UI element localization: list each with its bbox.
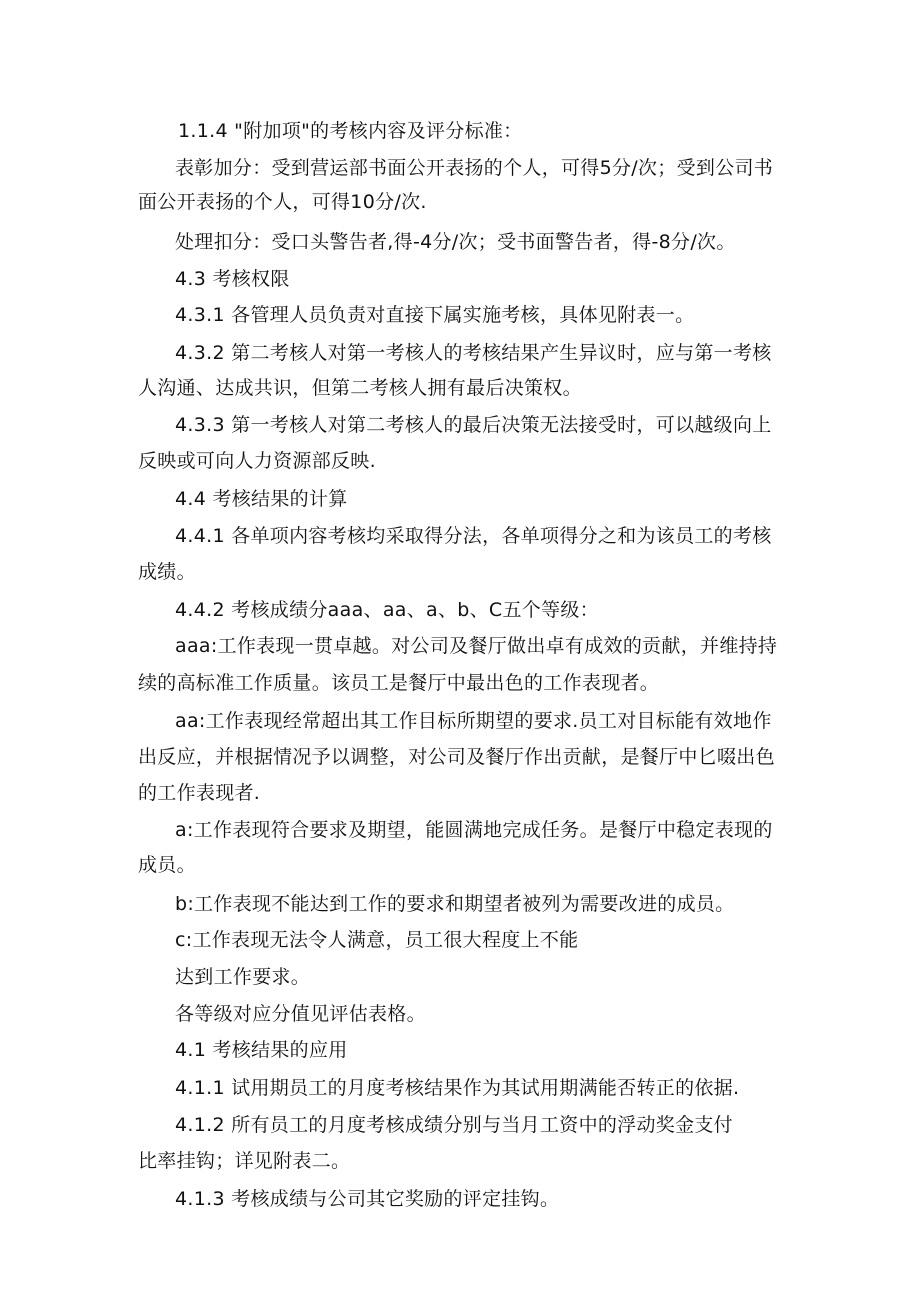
paragraph-line: c:工作表现无法令人满意，员工很大程度上不能 xyxy=(175,929,579,951)
paragraph-line: 4.1.1 试用期员工的月度考核结果作为其试用期满能否转正的依据. xyxy=(175,1077,740,1099)
paragraph-line: 成绩。 xyxy=(138,561,196,583)
paragraph-line: 4.3.1 各管理人员负责对直接下属实施考核，具体见附表一。 xyxy=(175,304,695,326)
paragraph-line: 成员。 xyxy=(138,854,196,876)
paragraph-line: aa:工作表现经常超出其工作目标所期望的要求.员工对目标能有效地作 xyxy=(175,710,772,732)
paragraph-line: aaa:工作表现一贯卓越。对公司及餐厅做出卓有成效的贡献，并维持持 xyxy=(175,635,778,657)
paragraph-line: b:工作表现不能达到工作的要求和期望者被列为需要改进的成员。 xyxy=(175,893,735,915)
paragraph-line: 4.1.2 所有员工的月度考核成绩分别与当月工资中的浮动奖金支付 xyxy=(175,1114,733,1136)
paragraph-line: 4.3.3 第一考核人对第二考核人的最后决策无法接受时，可以越级向上 xyxy=(175,414,772,436)
section-4-4-heading: 4.4 考核结果的计算 xyxy=(175,488,348,510)
paragraph-line: 比率挂钩；详见附表二。 xyxy=(138,1150,351,1172)
paragraph-line: 续的高标准工作质量。该员工是餐厅中最出色的工作表现者。 xyxy=(138,672,660,694)
paragraph-line: 出反应，并根据情况予以调整，对公司及餐厅作出贡献，是餐厅中匕啜出色 xyxy=(138,746,775,768)
paragraph-line: 人沟通、达成共识，但第二考核人拥有最后决策权。 xyxy=(138,377,582,399)
paragraph-line: 4.4.2 考核成绩分aaa、aa、a、b、C五个等级： xyxy=(175,599,599,621)
section-4-1-heading: 4.1 考核结果的应用 xyxy=(175,1039,348,1061)
paragraph-line: 表彰加分：受到营运部书面公开表扬的个人，可得5分/次；受到公司书 xyxy=(175,157,774,179)
paragraph-line: 面公开表扬的个人，可得10分/次. xyxy=(138,191,427,213)
paragraph-line: 处理扣分：受口头警告者,得-4分/次；受书面警告者，得-8分/次。 xyxy=(175,231,736,253)
paragraph-line: 4.1.3 考核成绩与公司其它奖励的评定挂钩。 xyxy=(175,1188,560,1210)
paragraph-line: 4.3.2 第二考核人对第一考核人的考核结果产生异议时，应与第一考核 xyxy=(175,342,772,364)
paragraph-line: 反映或可向人力资源部反映. xyxy=(138,450,376,472)
paragraph-line: 4.4.1 各单项内容考核均采取得分法，各单项得分之和为该员工的考核 xyxy=(175,525,772,547)
paragraph-line: 的工作表现者. xyxy=(138,782,261,804)
section-4-3-heading: 4.3 考核权限 xyxy=(175,268,290,290)
section-1-1-4-heading: 1.1.4 "附加项"的考核内容及评分标准： xyxy=(178,120,523,142)
paragraph-line: 达到工作要求。 xyxy=(175,966,311,988)
paragraph-line: 各等级对应分值见评估表格。 xyxy=(175,1003,426,1025)
paragraph-line: a:工作表现符合要求及期望，能圆满地完成任务。是餐厅中稳定表现的 xyxy=(175,819,773,841)
